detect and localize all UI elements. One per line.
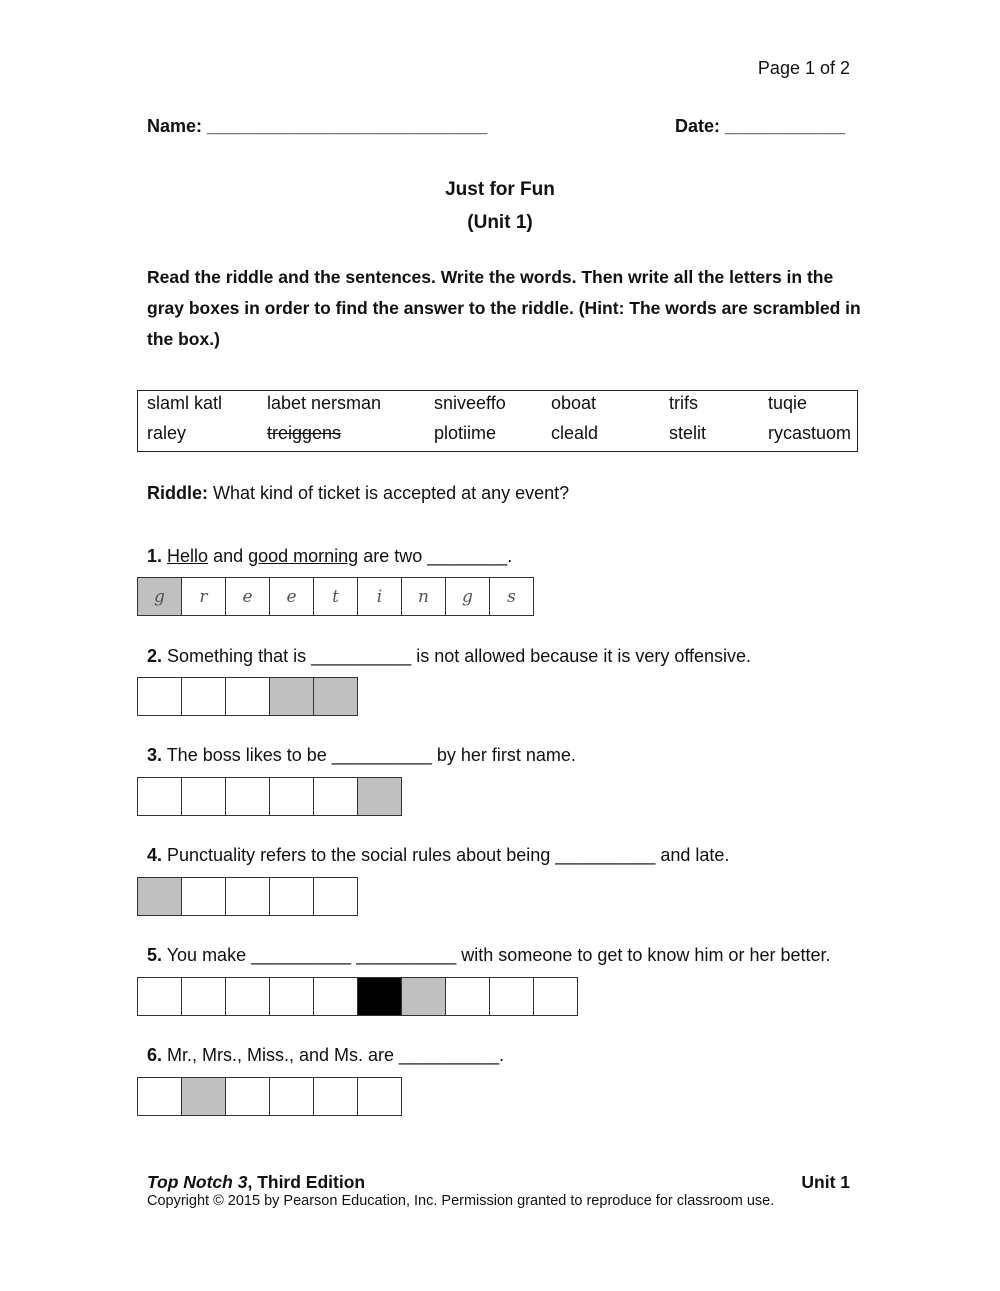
scrambled-word: labet nersman (267, 393, 382, 413)
answer-cell[interactable] (313, 877, 358, 916)
question-number: 6. (147, 1045, 163, 1065)
scrambled-word-box (137, 390, 858, 452)
answer-cell[interactable]: s (489, 577, 534, 616)
book-edition: , Third Edition (247, 1172, 366, 1192)
question-4 (147, 845, 729, 866)
answer-cell[interactable] (313, 677, 358, 716)
answer-cell[interactable] (269, 977, 314, 1016)
answer-cell[interactable]: t (313, 577, 358, 616)
answer-boxes-1 (137, 577, 534, 616)
scrambled-word: raley (147, 423, 187, 443)
riddle-label: Riddle: (147, 483, 208, 503)
answer-cell[interactable] (313, 1077, 358, 1116)
answer-boxes-3 (137, 777, 402, 816)
question-text: You make __________ __________ with someone to get to know him or her better. (162, 945, 831, 965)
answer-cell[interactable] (181, 1077, 226, 1116)
question-number: 5. (147, 945, 163, 965)
answer-cell[interactable] (181, 877, 226, 916)
answer-boxes-5 (137, 977, 578, 1016)
answer-cell[interactable] (357, 1077, 402, 1116)
riddle-text: What kind of ticket is accepted at any event? (208, 483, 570, 503)
answer-cell[interactable] (313, 777, 358, 816)
answer-cell[interactable] (225, 1077, 270, 1116)
scrambled-word: plotiime (434, 423, 497, 443)
question-number: 3. (147, 745, 163, 765)
question-text: Punctuality refers to the social rules about being __________ and late. (162, 845, 730, 865)
answer-cell[interactable] (181, 977, 226, 1016)
answer-cell[interactable] (269, 677, 314, 716)
answer-cell[interactable] (181, 777, 226, 816)
answer-cell[interactable] (533, 977, 578, 1016)
answer-cell[interactable] (181, 677, 226, 716)
question-number: 1. (147, 546, 163, 566)
question-text: are two ________. (358, 546, 513, 566)
answer-cell[interactable] (357, 777, 402, 816)
answer-cell[interactable] (137, 677, 182, 716)
answer-boxes-6 (137, 1077, 402, 1116)
riddle (147, 483, 569, 504)
instructions: Read the riddle and the sentences. Write the words. Then write all the letters in the gray boxes in order to find the answer to the riddle. (Hint: The words are scrambled in the box.) (147, 267, 861, 349)
answer-cell[interactable]: g (445, 577, 490, 616)
answer-cell[interactable] (137, 777, 182, 816)
answer-cell[interactable] (225, 877, 270, 916)
question-5 (147, 945, 831, 966)
answer-boxes-4 (137, 877, 358, 916)
answer-cell[interactable] (225, 677, 270, 716)
scrambled-word: trifs (669, 393, 698, 413)
scrambled-word: sniveeffo (434, 393, 506, 413)
scrambled-word: tuqie (768, 393, 808, 413)
question-1 (147, 546, 512, 567)
answer-cell[interactable] (225, 777, 270, 816)
scrambled-word-used: treiggens (267, 423, 342, 443)
question-text: and (208, 546, 249, 566)
footer-unit: Unit 1 (801, 1172, 850, 1192)
answer-cell[interactable] (137, 977, 182, 1016)
scrambled-word: stelit (669, 423, 707, 443)
book-name: Top Notch 3 (147, 1172, 248, 1192)
answer-cell[interactable] (269, 1077, 314, 1116)
answer-cell[interactable]: i (357, 577, 402, 616)
question-underlined-word: good morning (248, 546, 359, 566)
question-2 (147, 646, 751, 667)
word-separator-cell (357, 977, 402, 1016)
answer-cell[interactable]: g (137, 577, 182, 616)
answer-cell[interactable]: e (269, 577, 314, 616)
page-subtitle: (Unit 1) (467, 212, 533, 233)
answer-cell[interactable] (225, 977, 270, 1016)
question-3 (147, 745, 576, 766)
answer-cell[interactable] (445, 977, 490, 1016)
answer-cell[interactable] (269, 777, 314, 816)
question-text: The boss likes to be __________ by her first name. (162, 745, 576, 765)
question-number: 4. (147, 845, 163, 865)
page-title: Just for Fun (445, 179, 555, 200)
question-underlined-word: Hello (167, 546, 209, 566)
answer-cell[interactable] (137, 1077, 182, 1116)
scrambled-word: rycastuom (768, 423, 852, 443)
question-text: Something that is __________ is not allowed because it is very offensive. (162, 646, 752, 666)
answer-cell[interactable]: r (181, 577, 226, 616)
answer-cell[interactable] (401, 977, 446, 1016)
footer-book-title (147, 1172, 365, 1193)
answer-boxes-2 (137, 677, 358, 716)
answer-cell[interactable] (313, 977, 358, 1016)
answer-cell[interactable]: n (401, 577, 446, 616)
question-number: 2. (147, 646, 163, 666)
copyright-notice: Copyright © 2015 by Pearson Education, Inc. Permission granted to reproduce for classroom use. (147, 1193, 775, 1209)
date-field[interactable]: Date: ____________ (675, 116, 846, 136)
scrambled-word: cleald (551, 423, 599, 443)
answer-cell[interactable] (489, 977, 534, 1016)
answer-cell[interactable]: e (225, 577, 270, 616)
question-6 (147, 1045, 504, 1066)
question-text: Mr., Mrs., Miss., and Ms. are __________. (162, 1045, 505, 1065)
answer-cell[interactable] (269, 877, 314, 916)
page-number: Page 1 of 2 (757, 58, 850, 78)
name-field[interactable]: Name: ____________________________ (147, 116, 488, 136)
scrambled-word: slaml katl (147, 393, 223, 413)
scrambled-word: oboat (551, 393, 597, 413)
answer-cell[interactable] (137, 877, 182, 916)
